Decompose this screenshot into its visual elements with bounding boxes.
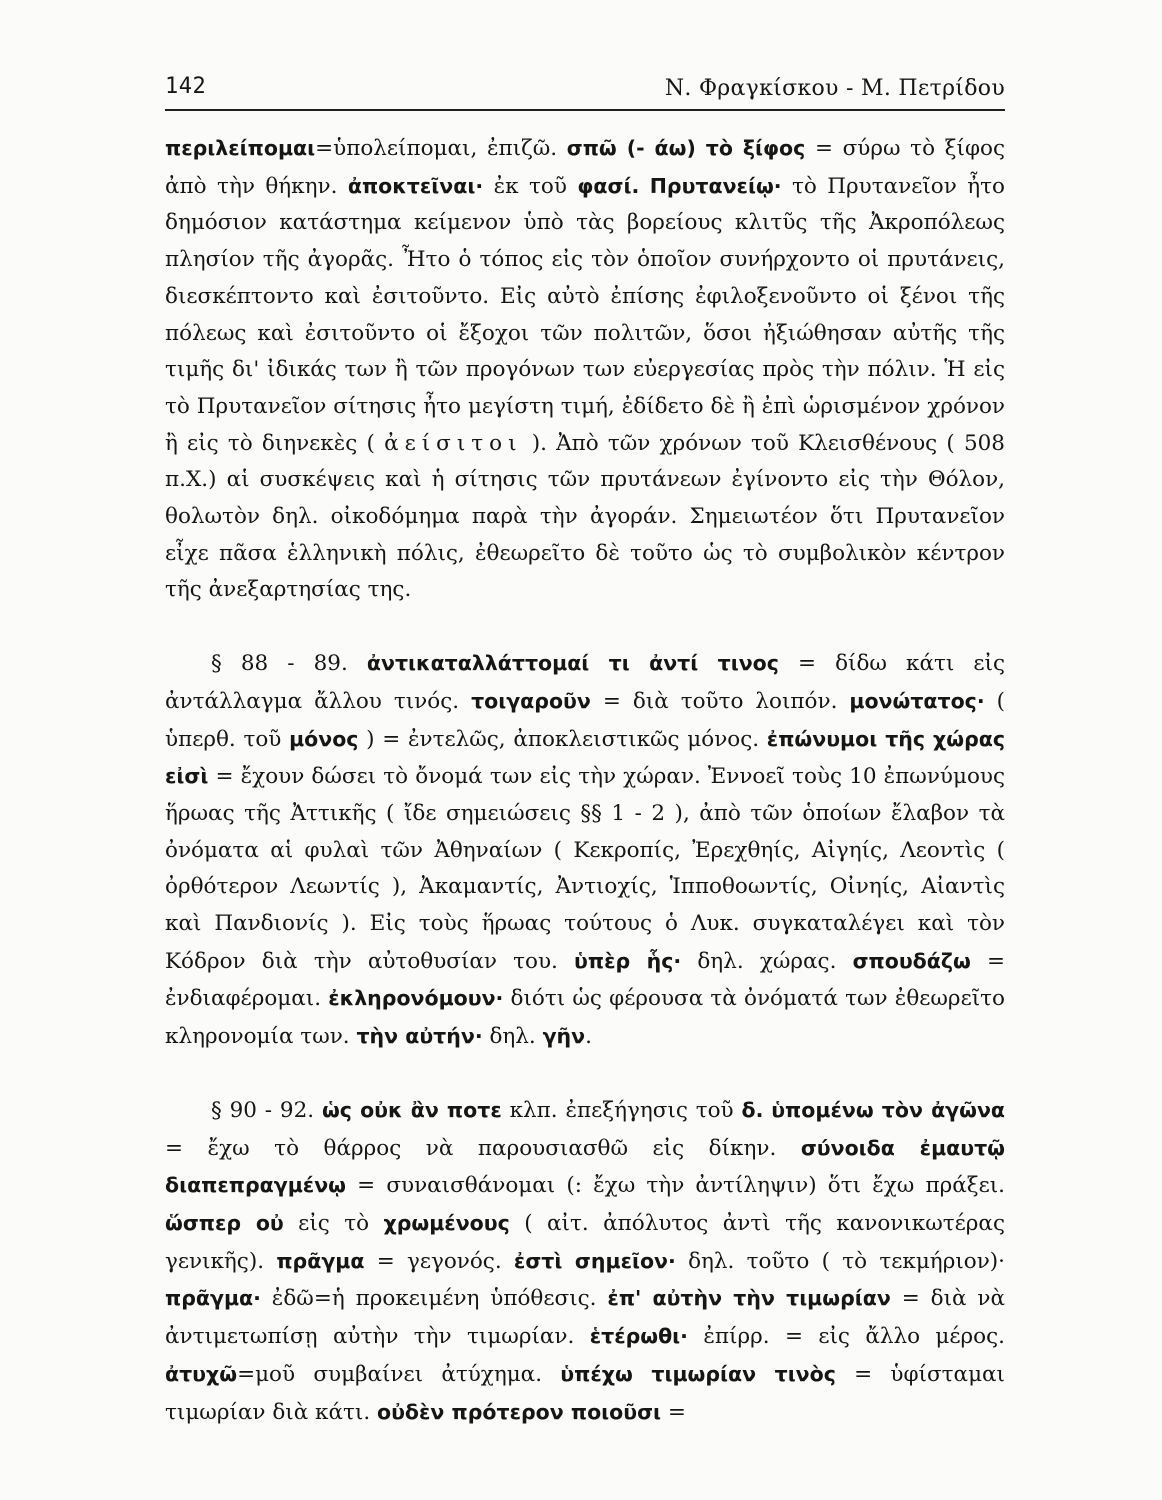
lemma: φασί. [577,173,640,198]
lemma: ἐπώνυμοι τῆς χώρας εἰσὶ [165,726,1005,789]
paragraph-section-88-89: § 88 - 89. ἀντικαταλλάττομαί τι ἀντί τινος = δίδω κάτι εἰς ἀντάλλαγμα ἄλλου τινός. τοιγαροῦν = διὰ τοῦτο λοιπόν. μονώτατος· ( ὑπερθ. τοῦ μόνος ) = ἐντελῶς, ἀποκλειστικῶς μόνος. ἐπώνυμοι τῆς χώρας εἰσὶ = ἔχουν δώσει τὸ ὄνομά των εἰς τὴν χώραν. Ἐννοεῖ τοὺς 10 ἐπωνύμους ἥρωας τῆς Ἀττικῆς ( ἴδε σημειώσεις §§ 1 - 2 ), ἀπὸ τῶν ὁποίων ἔλαβον τὰ ὀνόματα αἱ φυλαὶ τῶν Ἀθηναίων ( Κεκροπίς, Ἐρεχθηίς, Αἰγηίς, Λεοντὶς ( ὀρθότερον Λεωντίς ), Ἀκαμαντίς, Ἀντιοχίς, Ἱπποθοωντίς, Οἰνηίς, Αἰαντὶς καὶ Πανδιονίς ). Εἰς τοὺς ἥρωας τούτους ὁ Λυκ. συγκαταλέγει καὶ τὸν Κόδρον διὰ τὴν αὐτοθυσίαν του. ὑπὲρ ἧς· δηλ. χώρας. σπουδάζω = ἐνδιαφέρομαι. ἐκληρονόμουν· διότι ὡς φέρουσα τὰ ὀνόματά των ἐθεωρεῖτο κληρονομία των. τὴν αὐτήν· δηλ. γῆν. [165,651,1005,1050]
paragraph-section-90-92: § 90 - 92. ὡς οὐκ ἂν ποτε κλπ. ἐπεξήγησις τοῦ δ. ὑπομένω τὸν ἀγῶνα = ἔχω τὸ θάρρος νὰ παρουσιασθῶ εἰς δίκην. σύνοιδα ἐμαυτῷ διαπεπραγμένῳ = συναισθάνομαι (: ἔχω τὴν ἀντίληψιν) ὅτι ἔχω πράξει. ὥσπερ οὐ εἰς τὸ χρωμένους ( αἰτ. ἀπόλυτος ἀντὶ τῆς κανονικωτέρας γενικῆς). πρᾶγμα = γεγονός. ἐστὶ σημεῖον· δηλ. τοῦτο ( τὸ τεκμήριον)· πρᾶγμα· ἐδῶ=ἡ προκειμένη ὑπόθεσις. ἐπ' αὐτὴν τὴν τιμωρίαν = διὰ νὰ ἀντιμετωπίσῃ αὐτὴν τὴν τιμωρίαν. ἑτέρωθι· ἐπίρρ. = εἰς ἄλλο μέρος. ἀτυχῶ=μοῦ συμβαίνει ἀτύχημα. ὑπέχω τιμωρίαν τινὸς = ὑφίσταμαι τιμωρίαν διὰ κάτι. οὐδὲν πρότερον ποιοῦσι = [165,1097,1005,1425]
lemma: ἀποκτεῖναι· [347,173,484,198]
lemma: ἐκληρονόμουν· [328,986,504,1011]
lemma: μόνος [289,726,359,751]
lemma: ἀτυχῶ [165,1361,238,1386]
running-head: Ν. Φραγκίσκου - Μ. Πετρίδου [664,76,1005,101]
lemma: τοιγαροῦν [471,688,591,713]
lemma: πρᾶγμα [276,1248,365,1273]
lemma: σύνοιδα ἐμαυτῷ διαπεπραγμένῳ [165,1135,1005,1198]
header-rule [165,109,1005,111]
lemma: μονώτατος· [849,688,985,713]
page-header [165,70,1005,110]
lemma: δ. [741,1097,764,1122]
section-ref: § 88 - 89. [211,651,367,677]
lemma: σπουδάζω [852,948,971,973]
spaced-term: ἀείσιτοι [384,430,523,456]
lemma: ὑπέχω τιμωρίαν τινὸς [560,1361,836,1386]
lemma: χρωμένους [383,1210,510,1235]
page-number: 142 [165,74,207,99]
lemma: τὴν αὐτήν· [356,1024,483,1049]
lemma: ὡς οὐκ ἂν ποτε [321,1097,502,1122]
lemma: ἐπ' αὐτὴν τὴν τιμωρίαν [607,1286,891,1311]
lemma: περιλείπομαι [165,136,316,160]
lemma: ὑπὲρ ἧς· [574,948,682,973]
lemma: πρᾶγμα· [165,1286,261,1311]
lemma: Πρυτανείῳ· [649,173,782,198]
lemma: ἀντικαταλλάττομαί τι ἀντί τινος [366,651,779,676]
section-ref: § 90 - 92. [211,1097,322,1123]
body-text [165,130,1005,1431]
lemma: οὐδὲν πρότερον ποιοῦσι [377,1399,662,1424]
lemma: ἑτέρωθι· [589,1324,688,1349]
lemma: ἐστὶ σημεῖον· [513,1248,676,1273]
paragraph-prytaneion: περιλείπομαι=ὑπολείπομαι, ἐπιζῶ. σπῶ (- άω) τὸ ξίφος = σύρω τὸ ξίφος ἀπὸ τὴν θήκην. ἀποκτεῖναι· ἐκ τοῦ φασί. Πρυτανείῳ· τὸ Πρυτανεῖον ἦτο δημόσιον κατάστημα κείμενον ὑπὸ τὰς βορείους κλιτῦς τῆς Ἀκροπόλεως πλησίον τῆς ἀγορᾶς. Ἦτο ὁ τόπος εἰς τὸν ὁποῖον συνήρχοντο οἱ πρυτάνεις, διεσκέπτοντο καὶ ἐσιτοῦντο. Εἰς αὐτὸ ἐπίσης ἐφιλοξενοῦντο οἱ ξένοι τῆς πόλεως καὶ ἐσιτοῦντο οἱ ἔξοχοι τῶν πολιτῶν, ὅσοι ἠξιώθησαν αὐτῆς τῆς τιμῆς δι' ἰδικάς των ἢ τῶν προγόνων των εὐεργεσίας πρὸς τὴν πόλιν. Ἡ εἰς τὸ Πρυτανεῖον σίτησις ἦτο μεγίστη τιμή, ἐδίδετο δὲ ἢ ἐπὶ ὡρισμένον χρόνον ἢ εἰς τὸ διηνεκὲς ( ἀείσιτοι ). Ἀπὸ τῶν χρόνων τοῦ Κλεισθένους ( 508 π.Χ.) αἱ συσκέψεις καὶ ἡ σίτησις τῶν πρυτάνεων ἐγίνοντο εἰς τὴν Θόλον, θολωτὸν δηλ. οἰκοδόμημα παρὰ τὴν ἀγοράν. Σημειωτέον ὅτι Πρυτανεῖον εἶχε πᾶσα ἑλληνικὴ πόλις, ἐθεωρεῖτο δὲ τοῦτο ὡς τὸ συμβολικὸν κέντρον τῆς ἀνεξαρτησίας της. [165,136,1005,603]
lemma: ὑπομένω τὸν ἀγῶνα [771,1097,1005,1122]
lemma: σπῶ (- άω) τὸ ξίφος [566,136,806,160]
lemma: γῆν [542,1024,586,1049]
lemma: ὥσπερ οὐ [165,1210,284,1235]
